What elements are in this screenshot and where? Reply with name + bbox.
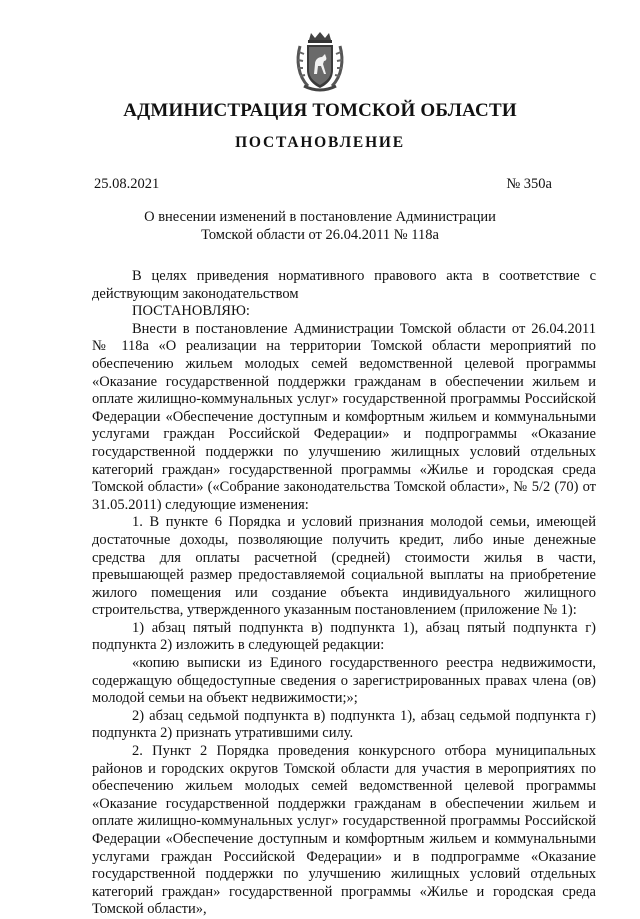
body-paragraph: 2. Пункт 2 Порядка проведения конкурсного отбора муниципальных районов и городских округов Томской области для участия в мероприятиях по обеспечению жильем молодых семей ведомственной целевой программы «Оказание государственной поддержки гражданам в обеспечении жильем и оплате жилищно-коммунальных услуг» государственной программы Российской Федерации «Обеспечение доступным и комфортным жильем и коммунальными услугами граждан Российской Федерации» и в подпрограмме «Оказание государственной поддержки по улучшению жилищных условий отдельных категорий граждан» государственной программы «Жилье и городская среда Томской области», (92, 743, 596, 918)
body-paragraph: 1. В пункте 6 Порядка и условий признания молодой семьи, имеющей достаточные доходы, позволяющие получить кредит, либо иные денежные средства для оплаты расчетной (средней) стоимости жилья в части, превышающей размер предоставляемой социальной выплаты на приобретение жилого помещения или создание объекта индивидуального жилищного строительства, утвержденного указанным постановлением (приложение № 1): (92, 514, 596, 619)
body-paragraph: Внести в постановление Администрации Томской области от 26.04.2011 № 118а «О реализации на территории Томской области мероприятий по обеспечению жильем молодых семей ведомственной целевой программы «Оказание государственной поддержки гражданам в обеспечении жильем и оплате жилищно-коммунальных услуг» государственной программы Российской Федерации «Обеспечение доступным и комфортным жильем и коммунальными услугами граждан Российской Федерации» и подпрограммы «Оказание государственной поддержки по улучшению жилищных условий отдельных категорий граждан» государственной программы «Жилье и городская среда Томской области» («Собрание законодательства Томской области», № 5/2 (70) от 31.05.2011) следующие изменения: (92, 320, 596, 513)
organization-title: АДМИНИСТРАЦИЯ ТОМСКОЙ ОБЛАСТИ (123, 100, 517, 121)
document-body (92, 268, 596, 919)
subject-line: Томской области от 26.04.2011 № 118а (201, 227, 439, 243)
document-number: № 350а (506, 176, 552, 192)
tomsk-oblast-coat-of-arms-icon (294, 30, 346, 94)
document-type: ПОСТАНОВЛЕНИЕ (235, 134, 405, 151)
decree-word: ПОСТАНОВЛЯЮ: (132, 303, 250, 320)
body-paragraph: 1) абзац пятый подпункта в) подпункта 1), абзац пятый подпункта г) подпункта 2) изложить в следующей редакции: (92, 619, 596, 654)
document-date: 25.08.2021 (94, 176, 160, 192)
document-subject (0, 208, 640, 244)
body-paragraph: «копию выписки из Единого государственного реестра недвижимости, содержащую общедоступные сведения о зарегистрированных правах члена (ов) молодой семьи на объект недвижимости;»; (92, 655, 596, 707)
subject-line: О внесении изменений в постановление Администрации (144, 209, 496, 225)
preamble-paragraph: В целях приведения нормативного правового акта в соответствие с действующим законодательством (92, 268, 596, 302)
body-paragraph: 2) абзац седьмой подпункта в) подпункта 1), абзац седьмой подпункта г) подпункта 2) признать утратившими силу. (92, 707, 596, 742)
